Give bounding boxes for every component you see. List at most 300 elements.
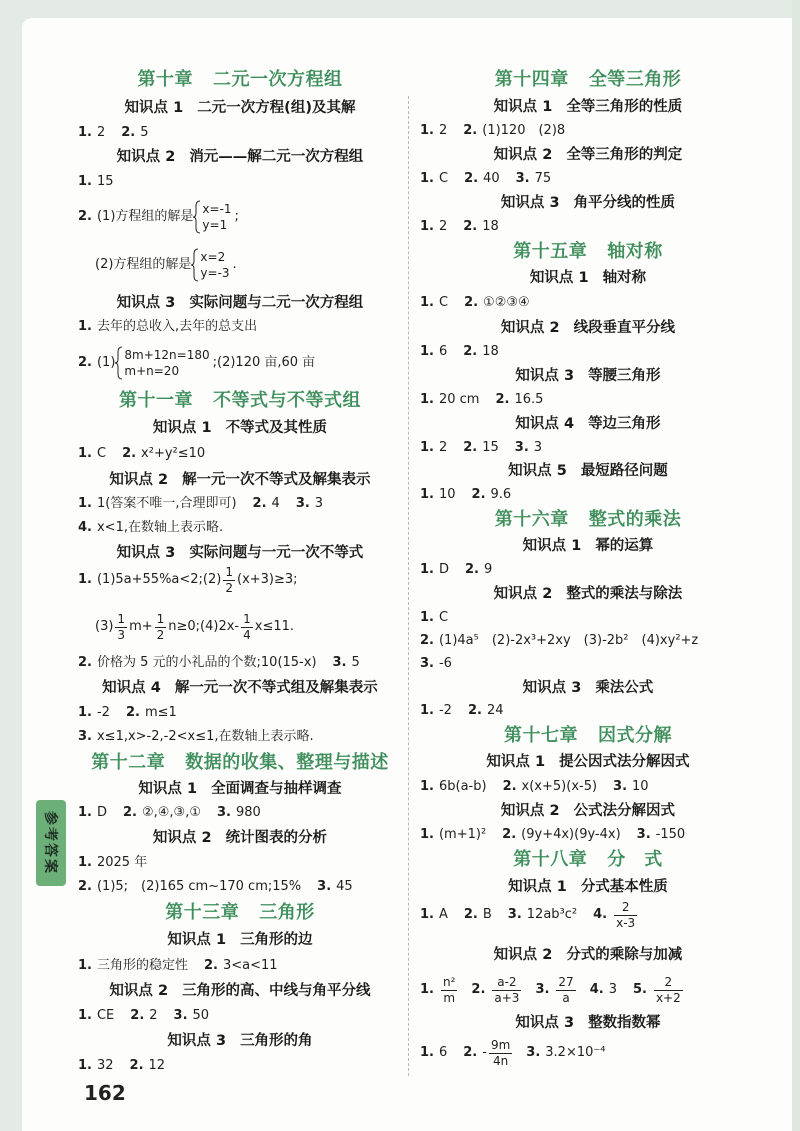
section-topic: 幂的运算 [595,538,654,554]
answer-number: 1. [420,1045,434,1060]
section-title [418,96,758,118]
chapter-number: 第十一章 [119,390,193,411]
chapter-title [418,848,758,872]
fraction-denominator: 2 [156,627,165,642]
left-brace [193,200,201,234]
section-topic: 乘法公式 [595,680,654,696]
answer-text: (x+3)≥3; [237,572,298,587]
chapter-name: 因式分解 [598,725,672,746]
answer-line [420,972,685,1008]
answer-number: 4. [593,907,608,922]
answer-number: 2. [502,827,517,842]
answer-line [78,199,239,235]
section-topic: 解一元一次不等式及解集表示 [182,472,371,488]
fraction-denominator: m [443,990,456,1005]
answer-text: (3) [95,619,114,634]
chapter-number: 第十七章 [504,725,578,746]
section-title [418,413,758,435]
chapter-name: 轴对称 [607,241,663,262]
section-title [418,800,758,822]
section-label: 知识点 1 [138,781,198,797]
answer-number: 3. [613,779,628,794]
answer-number: 2. [78,655,92,670]
section-title [418,144,758,166]
answer-number: 1. [78,174,92,189]
answer-number: 3. [317,879,332,894]
answer-line [420,826,701,844]
section-topic: 实际问题与一元一次不等式 [189,545,364,561]
answer-number: 1. [420,907,434,922]
equation: x=-1 [202,202,232,216]
chapter-title [75,68,405,92]
section-label: 知识点 1 [522,538,582,554]
chapter-number: 第十六章 [494,509,569,530]
answer-value: 2025 年 [96,855,148,870]
section-title [75,1030,405,1052]
answer-line [78,495,339,513]
section-label: 知识点 1 [486,754,546,770]
answer-value: ①②③④ [483,295,530,310]
section-topic: 二元一次方程(组)及其解 [197,100,356,116]
fraction-numerator: 9m [490,1037,511,1052]
section-topic: 提公因式法分解因式 [559,754,690,770]
section-label: 知识点 3 [167,1033,227,1049]
answer-number: 3. [78,729,92,744]
section-topic: 等边三角形 [588,416,661,432]
answer-value: 5 [351,655,360,670]
answer-line [420,439,558,457]
equation: x=2 [200,250,226,264]
section-label: 知识点 1 [508,879,567,895]
answer-number: 1. [420,562,434,577]
answer-number: 1. [420,610,434,625]
answer-value: 2 [438,440,448,455]
answer-line [420,294,546,312]
section-topic: 线段垂直平分线 [573,320,676,336]
answer-value: 三角形的稳定性 [96,958,188,973]
section-label: 知识点 1 [167,932,227,948]
answer-value: x≤1,x>-2,-2<x≤1,在数轴上表示略. [96,729,314,744]
section-title [75,292,405,314]
section-label: 知识点 2 [500,803,560,819]
answer-value: 10 [438,487,456,502]
chapter-number: 第十八章 [513,849,588,870]
answer-value: C [438,610,449,625]
section-topic: 全等三角形的性质 [566,99,683,115]
equation-system [202,201,231,233]
fraction-denominator: a+3 [494,990,520,1005]
chapter-name: 不等式与不等式组 [213,390,361,411]
section-label: 知识点 3 [116,295,176,311]
section-title [418,583,758,605]
equation-system [124,347,209,379]
answer-number: 1. [420,344,434,359]
fraction [115,612,127,643]
answer-value: 12ab³c² [526,907,578,922]
section-title [418,751,758,773]
chapter-number: 第十二章 [91,752,166,773]
answer-number: 2. [129,1058,144,1073]
answer-text: ;(2)120 亩,60 亩 [212,355,316,370]
section-label: 知识点 3 [116,545,176,561]
answer-value: 3<a<11 [222,958,278,973]
answer-number: 3. [173,1008,188,1023]
section-label: 知识点 2 [152,830,212,846]
section-topic: 最短路径问题 [580,463,668,479]
fraction-numerator: 2 [654,975,683,991]
chapter-number: 第十三章 [165,902,240,923]
page-number: 162 [84,1081,126,1105]
section-topic: 轴对称 [602,270,647,286]
equation: y=-3 [200,266,230,280]
fraction [492,975,521,1006]
answer-text: (1) [96,355,116,370]
section-topic: 分式的乘除与加减 [566,947,683,963]
fraction-numerator: n² [442,974,456,989]
answer-value: 9.6 [490,487,512,502]
answer-line [420,170,567,188]
answer-number: 1. [420,219,434,234]
answer-line [420,1036,621,1070]
answer-number: 2. [471,982,486,997]
answer-number: 2. [125,705,140,720]
fraction-denominator: x-3 [616,915,636,930]
section-label: 知识点 1 [529,270,589,286]
answer-value: 去年的总收入,去年的总支出 [96,319,258,334]
answer-line [78,519,239,537]
answer-number: 3. [535,982,550,997]
answer-number: 2. [464,295,479,310]
fraction-numerator: a-2 [492,975,521,991]
answer-line [420,218,515,236]
answer-value: (1)4a⁵ (2)-2x³+2xy (3)-2b² (4)xy²+z [438,633,699,648]
section-topic: 不等式及其性质 [225,420,328,436]
chapter-name: 整式的乘法 [588,509,682,530]
answer-line [78,804,277,822]
section-title [75,929,405,951]
section-label: 知识点 2 [500,320,560,336]
answer-value: 2 [438,123,448,138]
section-title [75,827,405,849]
answer-value: A [438,907,448,922]
answer-value: D [96,805,107,820]
answer-number: 3. [332,655,347,670]
answer-number: 1. [420,392,434,407]
section-topic: 三角形的高、中线与角平分线 [182,983,371,999]
section-title [418,460,758,482]
chapter-title [418,68,758,92]
section-title [418,1012,758,1034]
answer-number: 1. [78,319,92,334]
answer-number: 5. [632,982,647,997]
section-title [75,417,405,439]
answer-number: 2. [463,219,478,234]
answer-value: 2 [149,1008,158,1023]
answer-value: 价格为 5 元的小礼品的个数;10(15-x) [96,655,317,670]
answer-value: CE [96,1008,115,1023]
section-topic: 三角形的角 [240,1033,313,1049]
answer-number: 2. [463,440,478,455]
answer-number: 2. [471,487,486,502]
answer-value: 2 [438,219,448,234]
answer-value: 40 [483,171,500,186]
answer-number: 1. [78,446,92,461]
fraction-denominator: 2 [225,580,233,595]
answer-line [420,486,527,504]
answer-number: 2. [252,496,267,511]
answer-value: 6b(a-b) [438,779,487,794]
fraction-numerator: 27 [558,974,574,989]
answer-number: 1. [78,705,92,720]
answer-line [95,247,237,283]
answer-value: 15 [482,440,499,455]
answer-line [420,898,639,932]
answer-number: 1. [78,855,92,870]
answer-number: 3. [217,805,231,820]
section-label: 知识点 3 [515,368,575,384]
answer-value: 15 [96,174,114,189]
answer-value: 18 [482,219,499,234]
section-title [75,980,405,1002]
answer-value: (1)120 (2)8 [482,123,566,138]
answer-value: 9 [483,562,493,577]
answer-number: 1. [78,1008,92,1023]
fraction-numerator: 1 [156,611,165,626]
answer-number: 1. [78,958,92,973]
answer-line [78,563,298,597]
section-topic: 全等三角形的判定 [566,147,683,163]
answer-line [420,632,714,650]
answer-value: D [438,562,449,577]
section-label: 知识点 4 [515,416,575,432]
section-label: 知识点 2 [493,147,553,163]
chapter-number: 第十五章 [513,241,588,262]
chapter-title [418,508,758,532]
answer-value: m≤1 [144,705,177,720]
answer-value: 2 [96,125,106,140]
answer-line [78,957,294,975]
answer-line [420,702,519,720]
answer-value: 32 [96,1058,114,1073]
answer-number: 2. [463,344,478,359]
section-topic: 解一元一次不等式组及解集表示 [174,680,378,696]
section-title [418,535,758,557]
section-label: 知识点 2 [493,586,553,602]
fraction-denominator: 4 [243,627,251,642]
section-label: 知识点 2 [493,947,553,963]
answer-line [78,318,273,336]
section-label: 知识点 4 [102,680,161,696]
answer-number: 3. [507,907,522,922]
section-topic: 分式基本性质 [580,879,668,895]
answer-value: 24 [486,703,504,718]
answer-line [78,1057,181,1075]
side-tab-label: 参考答案 [42,811,58,875]
chapter-name: 数据的收集、整理与描述 [185,752,389,773]
chapter-name: 全等三角形 [588,69,682,90]
answer-number: 1. [420,171,434,186]
section-topic: 实际问题与二元一次方程组 [189,295,364,311]
answer-value: 980 [235,805,261,820]
section-topic: 等腰三角形 [588,368,661,384]
fraction-numerator: 2 [614,900,637,916]
answer-number: 2. [78,355,92,370]
section-title [75,778,405,800]
fraction [441,975,457,1006]
fraction-denominator: 3 [117,627,126,642]
fraction [556,975,575,1006]
answer-text: (1)5a+55%a<2;(2) [96,572,222,587]
answer-value: 3.2×10⁻⁴ [545,1045,606,1060]
answer-number: 2. [420,633,434,648]
answer-text: m+ [129,619,153,634]
answer-number: 1. [78,496,92,511]
answer-number: 2. [463,907,478,922]
left-brace [115,346,123,380]
section-label: 知识点 3 [522,680,582,696]
fraction [489,1038,512,1069]
answer-line [78,854,163,872]
answer-line [420,609,464,627]
answer-number: 2. [122,446,137,461]
section-label: 知识点 1 [152,420,212,436]
answer-value: (9y+4x)(9y-4x) [521,827,621,842]
fraction-numerator: 1 [117,611,126,626]
section-title [75,146,405,168]
answer-value: 10 [632,779,649,794]
answer-line [420,122,581,140]
answer-number: 4. [78,520,92,535]
answer-number: 1. [420,440,434,455]
answer-text: . [232,257,237,272]
answer-value: 4 [271,496,280,511]
answer-value: -2 [438,703,452,718]
answer-number: 2. [463,1045,478,1060]
answer-number: 2. [204,958,218,973]
answer-number: 2. [78,209,92,224]
answer-number: 2. [464,171,479,186]
answer-line [78,345,315,381]
answer-sign: - [482,1045,487,1060]
answer-number: 1. [420,827,434,842]
answer-number: 1. [420,982,434,997]
answer-number: 2. [121,125,136,140]
fraction [241,612,253,643]
answer-value: 50 [192,1008,210,1023]
answer-value: (m+1)² [438,827,487,842]
answer-value: 16.5 [514,392,544,407]
answer-value: 5 [140,125,149,140]
answer-number: 1. [420,779,434,794]
answer-text: ; [234,209,239,224]
equation: m+n=20 [124,364,180,378]
fraction-denominator: 4n [492,1053,509,1068]
answer-value: B [482,907,492,922]
fraction-denominator: a [562,990,570,1005]
answer-text: n≥0;(4)2x- [168,619,240,634]
section-title [418,192,758,214]
answer-value: -2 [96,705,110,720]
answer-line [78,445,221,463]
answer-value: 6 [438,344,448,359]
section-label: 知识点 3 [515,1015,575,1031]
section-title [75,677,405,699]
chapter-title [75,901,405,925]
section-topic: 统计图表的分析 [225,830,328,846]
section-title [418,317,758,339]
answer-line [420,778,665,796]
section-label: 知识点 1 [493,99,553,115]
section-title [418,267,758,289]
section-topic: 公式法分解因式 [573,803,676,819]
answer-line [420,655,468,673]
section-topic: 角平分线的性质 [573,195,676,211]
answer-number: 2. [495,392,510,407]
section-label: 知识点 2 [109,472,169,488]
side-tab [36,800,66,886]
answer-text: (1)方程组的解是 [96,209,194,224]
fraction [223,565,235,596]
answer-line [78,654,376,672]
answer-number: 3. [514,440,529,455]
answer-value: 20 cm [438,392,480,407]
section-label: 知识点 1 [124,100,184,116]
chapter-name: 三角形 [259,902,315,923]
section-label: 知识点 5 [508,463,567,479]
equation-system [200,249,229,281]
equation: y=1 [202,218,228,232]
section-topic: 消元——解二元一次方程组 [189,149,364,165]
answer-text: x≤11. [254,619,295,634]
chapter-name: 分 式 [607,849,663,870]
answer-number: 1. [420,123,434,138]
answer-value: ②,④,③,① [141,805,201,820]
answer-line [420,343,515,361]
answer-line [78,173,130,191]
chapter-title [75,751,405,775]
section-title [75,542,405,564]
fraction-numerator: 1 [243,611,251,626]
answer-number: 2. [465,562,479,577]
column-divider [408,96,409,1076]
section-label: 知识点 2 [116,149,176,165]
section-title [418,677,758,699]
section-title [418,876,758,898]
fraction [155,612,167,643]
answer-value: C [438,171,449,186]
fraction [614,900,637,931]
section-label: 知识点 2 [109,983,169,999]
answer-number: 2. [467,703,482,718]
answer-value: 3 [608,982,617,997]
scan-edge [792,0,800,1131]
chapter-title [75,389,405,413]
answer-line [78,1007,225,1025]
answer-value: 1(答案不唯一,合理即可) [96,496,237,511]
answer-number: 1. [420,295,434,310]
section-title [418,365,758,387]
answer-number: 2. [502,779,517,794]
section-title [75,97,405,119]
answer-line [78,124,165,142]
answer-value: x²+y²≤10 [141,446,206,461]
answer-text: (2)方程组的解是 [95,257,192,272]
fraction [654,975,683,1006]
section-topic: 整数指数幂 [588,1015,661,1031]
section-topic: 三角形的边 [240,932,313,948]
section-title [418,944,758,966]
answer-number: 1. [78,1058,92,1073]
